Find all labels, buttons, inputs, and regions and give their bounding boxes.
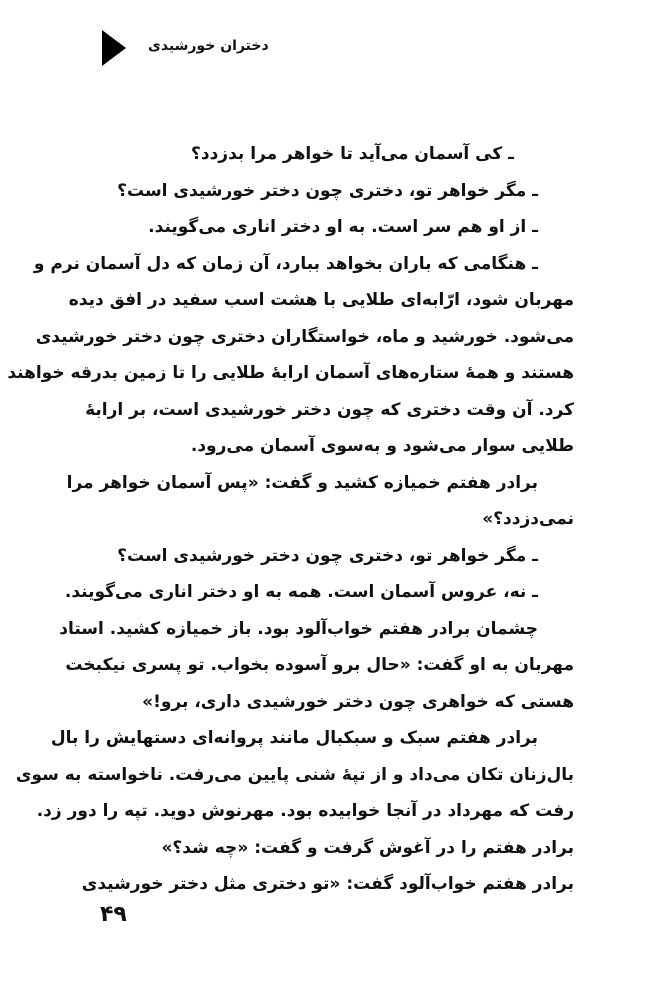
text-line: برادر هفتم سبک و سبکبال مانند پروانه‌ای دستهایش را بال (50, 728, 538, 748)
text-line: هستی که خواهری چون دختر خورشیدی داری، برو!» (142, 691, 574, 712)
text-line: برادر هفتم را در آغوش گرفت و گفت: «چه شد؟» (161, 837, 574, 858)
text-line: رفت که مهرداد در آنجا خوابیده بود. مهرنوش دوید. تپه را دور زد. (36, 801, 574, 821)
body-text (7, 136, 574, 903)
triangle-marker-icon (102, 30, 126, 66)
text-line: بال‌زنان تکان می‌داد و از تپهٔ شنی پایین می‌رفت. ناخواسته به سوی (15, 764, 574, 785)
text-line: ـ کی آسمان می‌آید تا خواهر مرا بدزدد؟ (190, 144, 514, 164)
text-line: هستند و همهٔ ستاره‌های آسمان ارابهٔ طلایی را تا زمین بدرقه خواهند (7, 363, 574, 383)
text-line: مهربان به او گفت: «حال برو آسوده بخواب. تو پسری نیکبخت (65, 655, 574, 675)
text-line: طلایی سوار می‌شود و به‌سوی آسمان می‌رود. (190, 436, 574, 456)
text-line: ـ هنگامی که باران بخواهد ببارد، آن زمان که دل آسمان نرم و (33, 253, 538, 274)
text-line: برادر هفتم خمیازه کشید و گفت: «پس آسمان خواهر مرا (66, 472, 538, 493)
text-line: ـ از او هم سر است. به او دختر اناری می‌گویند. (148, 217, 538, 237)
page-header (100, 30, 620, 74)
page-number: ۴۹ (100, 902, 127, 927)
text-line: کرد. آن وقت دختری که چون دختر خورشیدی است، بر ارابهٔ (85, 399, 574, 420)
text-line: می‌شود. خورشید و ماه، خواستگاران دختری چون دختر خورشیدی (35, 326, 574, 347)
text-line: نمی‌دزدد؟» (482, 509, 574, 529)
text-line: برادر هفتم خواب‌آلود گفت: «تو دختری مثل دختر خورشیدی (81, 874, 574, 894)
text-line: مهربان شود، ارّابه‌ای طلایی با هشت اسب سفید در افق دیده (68, 290, 574, 310)
text-line: چشمان برادر هفتم خواب‌آلود بود. باز خمیازه کشید. استاد (59, 618, 538, 639)
text-line: ـ مگر خواهر تو، دختری چون دختر خورشیدی است؟ (117, 545, 538, 566)
text-line: ـ مگر خواهر تو، دختری چون دختر خورشیدی است؟ (117, 180, 538, 201)
text-line: ـ نه، عروس آسمان است. همه به او دختر اناری می‌گویند. (64, 582, 538, 602)
running-title: دختران خورشیدی (148, 38, 269, 54)
